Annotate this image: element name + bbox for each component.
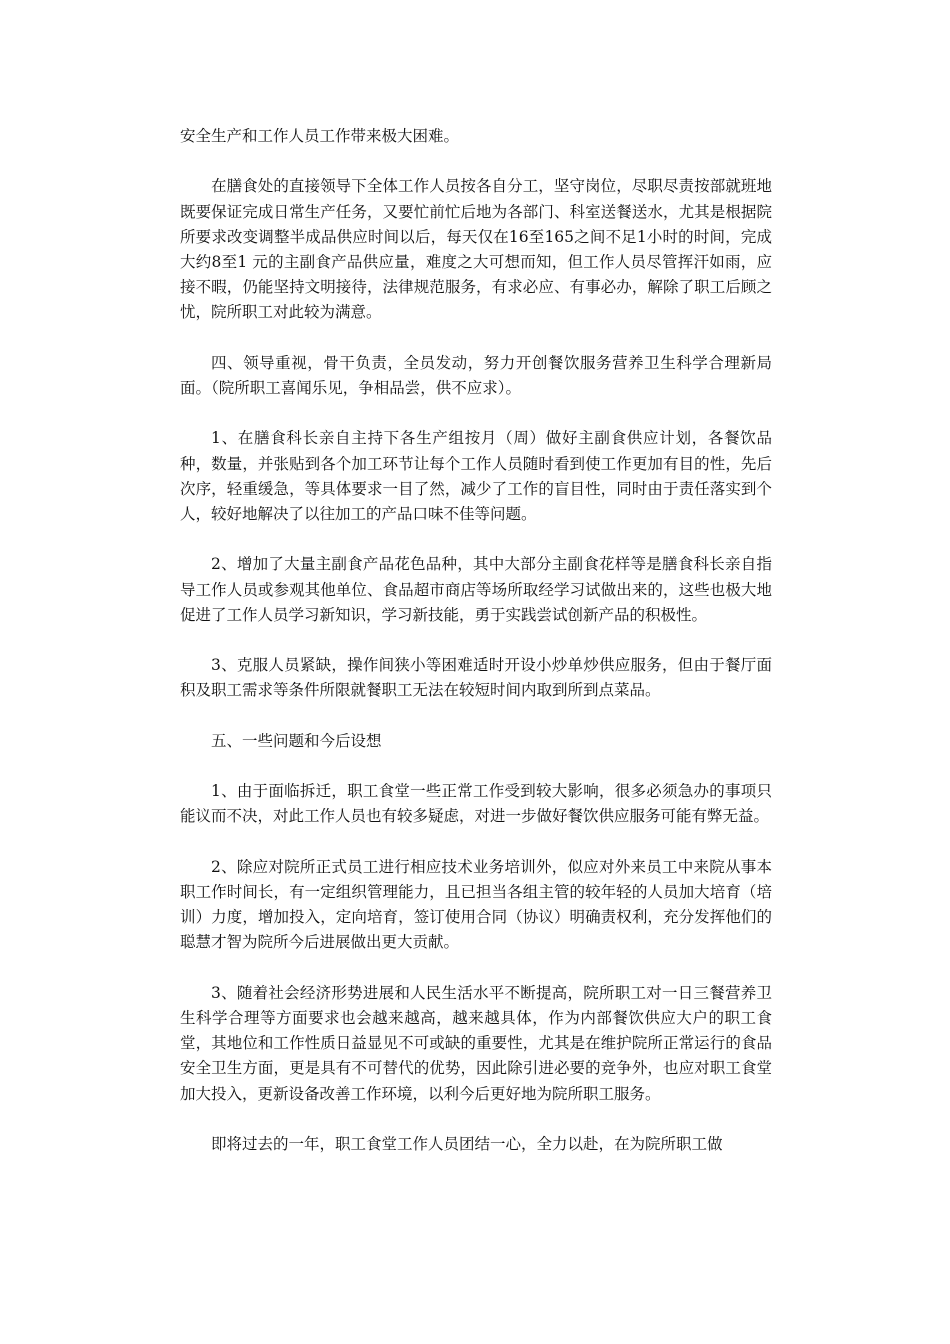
paragraph: 2、除应对院所正式员工进行相应技术业务培训外，似应对外来员工中来院从事本职工作时间长，有一定组织管理能力，且已担当各组主管的较年轻的人员加大培育（培训）力度，增加投入，定向培育，签订使用合同（协议）明确责权利，充分发挥他们的聪慧才智为院所今后进展做出更大贡献。 [180,857,772,952]
paragraph: 1、由于面临拆迁，职工食堂一些正常工作受到较大影响，很多必须急办的事项只能议而不决，对此工作人员也有较多疑虑，对进一步做好餐饮供应服务可能有弊无益。 [180,782,772,826]
section-heading: 五、一些问题和今后设想 [211,731,382,750]
paragraph: 3、克服人员紧缺，操作间狭小等困难适时开设小炒单炒供应服务，但由于餐厅面积及职工需求等条件所限就餐职工无法在较短时间内取到所到点菜品。 [180,656,772,700]
paragraph: 1、在膳食科长亲自主持下各生产组按月（周）做好主副食供应计划，各餐饮品种，数量，并张贴到各个加工环节让每个工作人员随时看到使工作更加有目的性，先后次序，轻重缓急，等具体要求一目了然，减少了工作的盲目性，同时由于责任落实到个人，较好地解决了以往加工的产品口味不佳等问题。 [180,429,772,523]
paragraph: 在膳食处的直接领导下全体工作人员按各自分工，坚守岗位，尽职尽责按部就班地既要保证完成日常生产任务，又要忙前忙后地为各部门、科室送餐送水，尤其是根据院所要求改变调整半成品供应时间以后，每天仅在16至165之间不足1小时的时间，完成大约8至1 元的主副食产品供应量，难度之大可想而知，但工作人员尽管挥汗如雨，应接不暇，仍能坚持文明接待，法律规范服务，有求必应、有事必办，解除了职工后顾之忧，院所职工对此较为满意。 [180,177,772,322]
paragraph: 3、随着社会经济形势进展和人民生活水平不断提高，院所职工对一日三餐营养卫生科学合理等方面要求也会越来越高，越来越具体，作为内部餐饮供应大户的职工食堂，其地位和工作性质日益显见不可或缺的重要性，尤其是在维护院所正常运行的食品安全卫生方面，更是具有不可替代的优势，因此除引进必要的竞争外，也应对职工食堂加大投入，更新设备改善工作环境，以利今后更好地为院所职工服务。 [180,983,772,1103]
paragraph: 2、增加了大量主副食产品花色品种，其中大部分主副食花样等是膳食科长亲自指导工作人员或参观其他单位、食品超市商店等场所取经学习试做出来的，这些也极大地促进了工作人员学习新知识，学习新技能，勇于实践尝试创新产品的积极性。 [180,555,772,624]
paragraph: 安全生产和工作人员工作带来极大困难。 [180,127,460,145]
paragraph: 即将过去的一年，职工食堂工作人员团结一心，全力以赴，在为院所职工做 [211,1134,723,1153]
document-body [180,124,772,1182]
paragraph: 四、领导重视，骨干负责，全员发动，努力开创餐饮服务营养卫生科学合理新局面。（院所职工喜闻乐见，争相品尝，供不应求）。 [180,353,772,397]
